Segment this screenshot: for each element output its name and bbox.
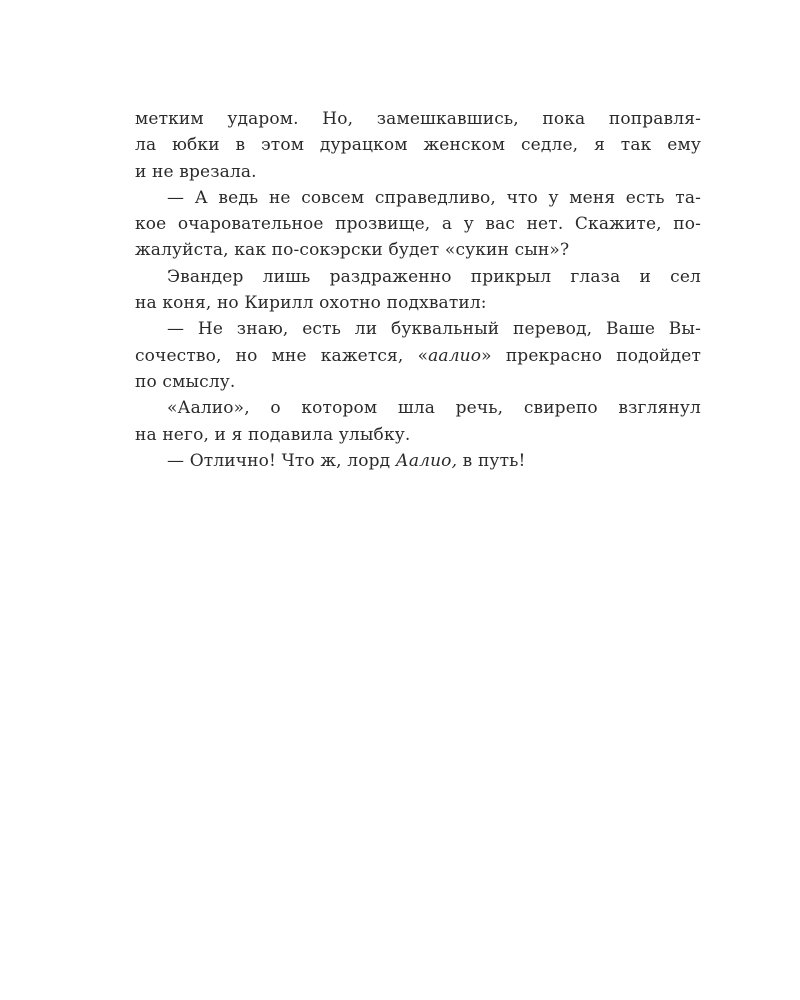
text-line: кое очаровательное прозвище, а у вас нет. Скажите, по- [135,214,701,235]
italic-word: Аалио, [395,450,458,471]
text-line [135,448,701,474]
text-line [135,343,701,369]
text-line: «Аалио», о котором шла речь, свирепо взглянул [167,398,701,419]
text-line: ла юбки в этом дурацком женском седле, я так ему [135,135,701,156]
text-line: по смыслу. [135,371,236,392]
text-line: на него, и я подавила улыбку. [135,424,411,445]
text-line: жалуйста, как по-сокэрски будет «сукин сын»? [135,240,570,261]
text-segment: » прекрасно подойдет [481,345,702,366]
text-segment: сочество, но мне кажется, « [135,345,429,366]
text-line: Эвандер лишь раздраженно прикрыл глаза и сел [167,266,701,287]
text-line: метким ударом. Но, замешкавшись, пока поправля- [135,109,701,129]
text-segment: в путь! [457,450,526,471]
text-line: на коня, но Кирилл охотно подхватил: [135,293,487,314]
italic-word: аалио [428,345,482,366]
text-line: — А ведь не совсем справедливо, что у меня есть та- [167,187,701,208]
text-line: — Не знаю, есть ли буквальный перевод, Ваше Вы- [167,319,701,340]
text-line: и не врезала. [135,161,257,182]
body-text [135,106,701,474]
text-segment: — Отлично! Что ж, лорд [167,450,396,471]
